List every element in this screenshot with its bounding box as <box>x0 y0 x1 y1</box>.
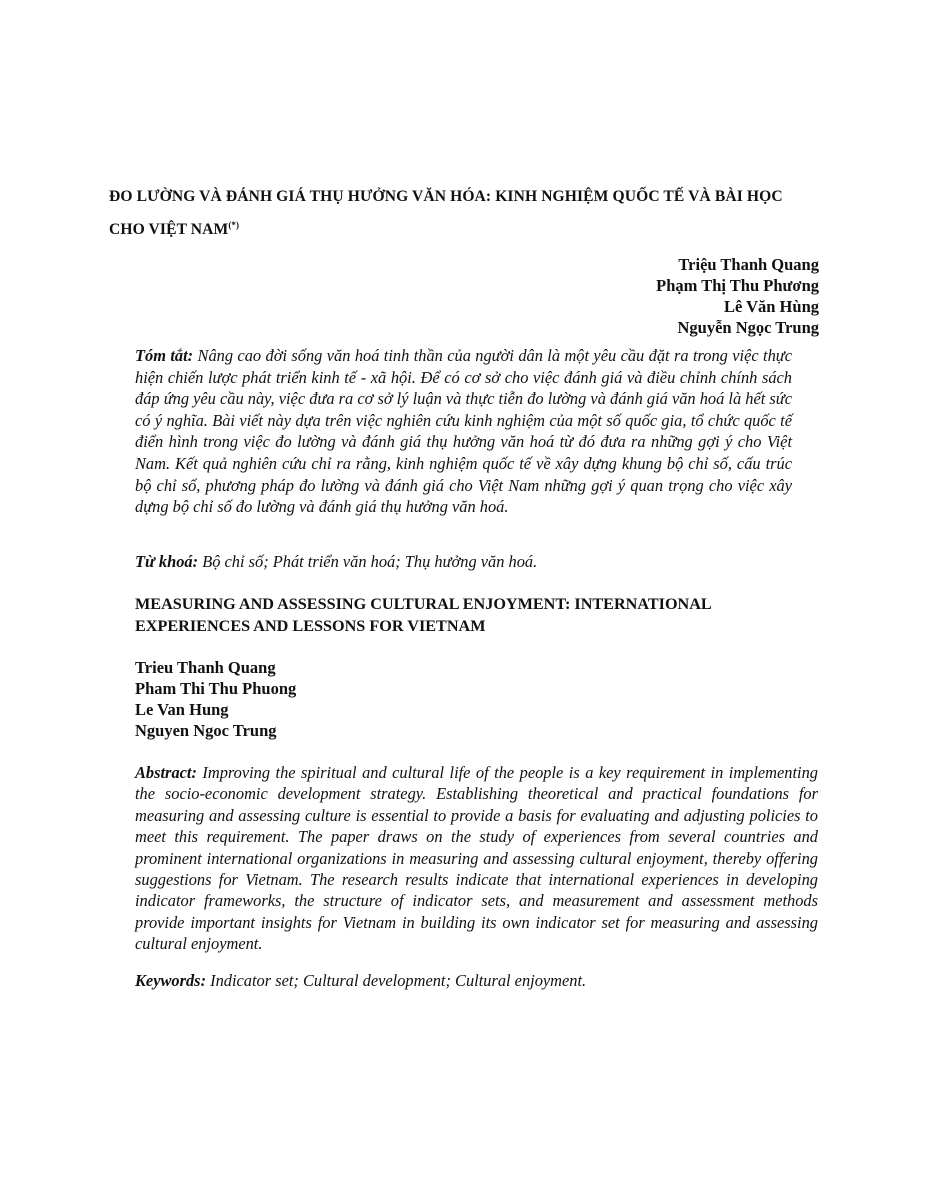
english-keywords-label: Keywords: <box>135 971 207 990</box>
vietnamese-abstract <box>135 345 792 518</box>
vietnamese-author: Nguyễn Ngọc Trung <box>677 318 819 337</box>
english-abstract-text: Improving the spiritual and cultural life of the people is a key requirement in implementing the socio-economic development strategy. Establishing theoretical and practical foundations for measuring and assessing culture is essential to provide a basis for evaluating and adjusting policies to meet this requirement. The paper draws on the study of experiences from several countries and prominent international organizations in measuring and assessing cultural enjoyment, thereby offering suggestions for Vietnam. The research results indicate that international experiences in developing indicator frameworks, the structure of indicator sets, and measurement and assessment methods provide important insights for Vietnam in building its own indicator set for measuring and assessing cultural enjoyment. <box>135 763 818 954</box>
vietnamese-title <box>109 180 819 246</box>
english-keywords-text: Indicator set; Cultural development; Cultural enjoyment. <box>206 971 587 990</box>
english-author: Pham Thi Thu Phuong <box>135 679 297 698</box>
english-author: Nguyen Ngoc Trung <box>135 721 277 740</box>
vietnamese-author-list <box>656 254 819 338</box>
english-abstract <box>135 762 818 955</box>
vietnamese-keywords-label: Từ khoá: <box>135 552 199 571</box>
vietnamese-author: Triệu Thanh Quang <box>678 255 819 274</box>
vietnamese-author: Lê Văn Hùng <box>723 297 819 316</box>
english-author-list <box>135 657 296 741</box>
vietnamese-abstract-label: Tóm tắt: <box>135 346 194 365</box>
english-author: Trieu Thanh Quang <box>135 658 276 677</box>
vietnamese-title-text: ĐO LƯỜNG VÀ ĐÁNH GIÁ THỤ HƯỞNG VĂN HÓA: KINH NGHIỆM QUỐC TẾ VÀ BÀI HỌC CHO VIỆT NAM <box>109 188 783 238</box>
vietnamese-abstract-text: Nâng cao đời sống văn hoá tinh thần của người dân là một yêu cầu đặt ra trong việc thực hiện chiến lược phát triển kinh tế - xã hội. Để có cơ sở cho việc đánh giá và điều chỉnh chính sách đáp ứng yêu cầu này, việc đưa ra cơ sở lý luận và thực tiễn đo lường và đánh giá văn hoá là hết sức có ý nghĩa. Bài viết này dựa trên việc nghiên cứu kinh nghiệm của một số quốc gia, tổ chức quốc tế điển hình trong việc đo lường và đánh giá thụ hưởng văn hoá từ đó đưa ra những gợi ý cho Việt Nam. Kết quả nghiên cứu chỉ ra rằng, kinh nghiệm quốc tế về xây dựng khung bộ chỉ số, cấu trúc bộ chỉ số, phương pháp đo lường và đánh giá cho Việt Nam những gợi ý quan trọng cho việc xây dựng bộ chỉ số đo lường và đánh giá thụ hưởng văn hoá. <box>135 346 792 517</box>
title-footnote-marker: (*) <box>228 220 240 230</box>
vietnamese-keywords-text: Bộ chỉ số; Phát triển văn hoá; Thụ hưởng văn hoá. <box>198 552 538 571</box>
english-abstract-label: Abstract: <box>135 763 197 782</box>
vietnamese-keywords <box>135 551 795 573</box>
english-keywords <box>135 970 818 992</box>
english-title: MEASURING AND ASSESSING CULTURAL ENJOYMENT: INTERNATIONAL EXPERIENCES AND LESSONS FOR VIETNAM <box>135 595 711 635</box>
english-author: Le Van Hung <box>135 700 229 719</box>
vietnamese-author: Phạm Thị Thu Phương <box>656 276 819 295</box>
